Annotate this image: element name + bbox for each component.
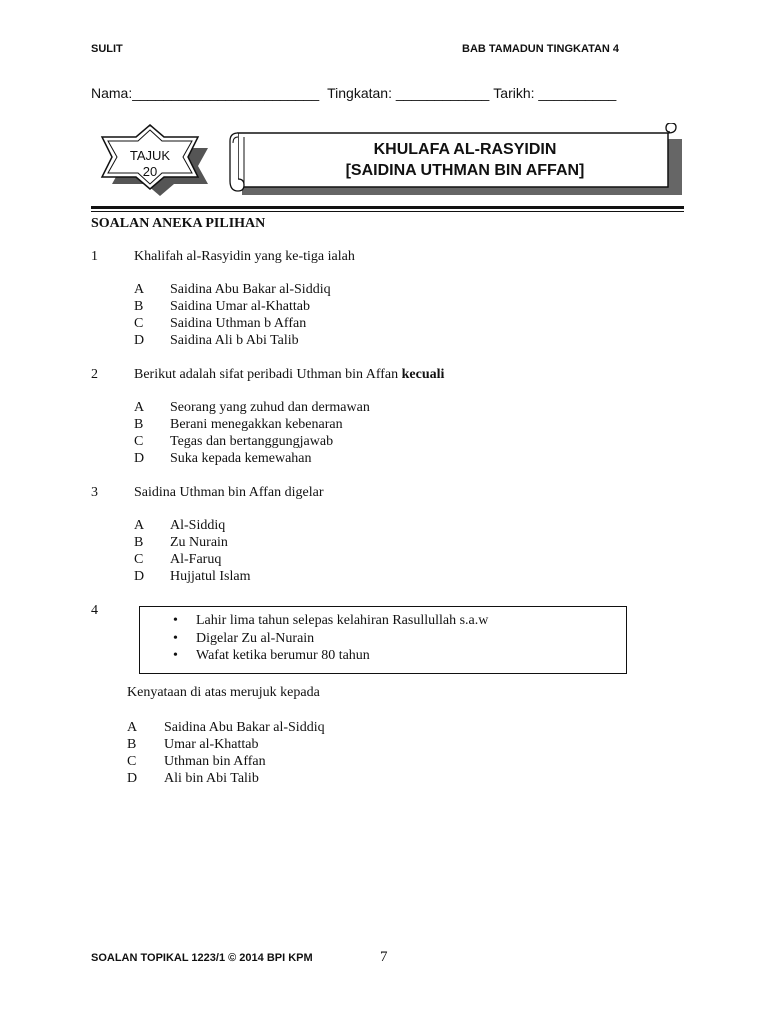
section-title: SOALAN ANEKA PILIHAN xyxy=(91,216,266,231)
option-text: Saidina Umar al-Khattab xyxy=(170,299,310,314)
question-text: Kenyataan di atas merujuk kepada xyxy=(127,685,320,700)
option-letter: A xyxy=(134,400,145,415)
footer-source: SOALAN TOPIKAL 1223/1 © 2014 BPI KPM xyxy=(91,952,313,964)
question-text: Khalifah al-Rasyidin yang ke-tiga ialah xyxy=(134,249,355,264)
option-text: Al-Siddiq xyxy=(170,518,226,533)
question-text: Saidina Uthman bin Affan digelar xyxy=(134,485,324,500)
divider-thick xyxy=(91,206,684,209)
option-letter: B xyxy=(127,737,137,752)
option-text: Tegas dan bertanggungjawab xyxy=(170,434,334,449)
statement-item: • Digelar Zu al-Nurain xyxy=(140,630,626,648)
option-letter: D xyxy=(134,333,145,348)
option-text: Berani menegakkan kebenaran xyxy=(170,417,343,432)
form-level-field: Tingkatan: ____________ xyxy=(327,85,490,101)
option-letter: A xyxy=(134,282,145,297)
option-letter: A xyxy=(127,720,138,735)
topic-title-banner xyxy=(228,123,688,197)
option-text: Umar al-Khattab xyxy=(164,737,259,752)
option-letter: D xyxy=(134,569,145,584)
option-text: Uthman bin Affan xyxy=(164,754,266,769)
topic-label: TAJUK xyxy=(129,148,171,163)
option-letter: C xyxy=(134,434,144,449)
option-letter: B xyxy=(134,417,144,432)
question-number: 1 xyxy=(91,249,98,264)
option-letter: B xyxy=(134,299,144,314)
header-chapter: BAB TAMADUN TINGKATAN 4 xyxy=(462,43,620,55)
option-letter: C xyxy=(134,316,144,331)
topic-badge xyxy=(82,123,218,199)
topic-title-line2: [SAIDINA UTHMAN BIN AFFAN] xyxy=(345,162,585,179)
statement-box xyxy=(139,606,627,674)
option-text: Saidina Abu Bakar al-Siddiq xyxy=(170,282,331,297)
option-text: Ali bin Abi Talib xyxy=(164,771,259,786)
option-letter: B xyxy=(134,535,144,550)
option-text: Saidina Abu Bakar al-Siddiq xyxy=(164,720,325,735)
date-field: Tarikh: __________ xyxy=(493,85,617,101)
page-number: 7 xyxy=(380,949,388,965)
question-number: 3 xyxy=(91,485,98,500)
option-letter: C xyxy=(127,754,137,769)
option-text: Zu Nurain xyxy=(170,535,228,550)
topic-title-line1: KHULAFA AL-RASYIDIN xyxy=(373,141,557,158)
question-emphasis: kecuali xyxy=(401,367,445,382)
name-field: Nama:________________________ xyxy=(91,85,320,101)
divider-thin xyxy=(91,211,684,212)
option-letter: D xyxy=(134,451,145,466)
option-text: Al-Faruq xyxy=(170,552,222,567)
question-number: 2 xyxy=(91,367,98,382)
question-number: 4 xyxy=(91,603,98,618)
option-text: Seorang yang zuhud dan dermawan xyxy=(170,400,370,415)
student-info-line xyxy=(91,85,687,101)
option-text: Saidina Ali b Abi Talib xyxy=(170,333,299,348)
question-stem xyxy=(134,367,444,383)
option-text: Hujjatul Islam xyxy=(170,569,251,584)
option-text: Suka kepada kemewahan xyxy=(170,451,312,466)
question-text: Berikut adalah sifat peribadi Uthman bin Affan xyxy=(134,367,399,382)
topic-number: 20 xyxy=(142,164,158,179)
header-confidential: SULIT xyxy=(91,43,123,55)
option-letter: C xyxy=(134,552,144,567)
statement-item: • Lahir lima tahun selepas kelahiran Rasullullah s.a.w xyxy=(140,612,626,630)
option-text: Saidina Uthman b Affan xyxy=(170,316,307,331)
option-letter: A xyxy=(134,518,145,533)
statement-item: • Wafat ketika berumur 80 tahun xyxy=(140,647,626,665)
option-letter: D xyxy=(127,771,138,786)
